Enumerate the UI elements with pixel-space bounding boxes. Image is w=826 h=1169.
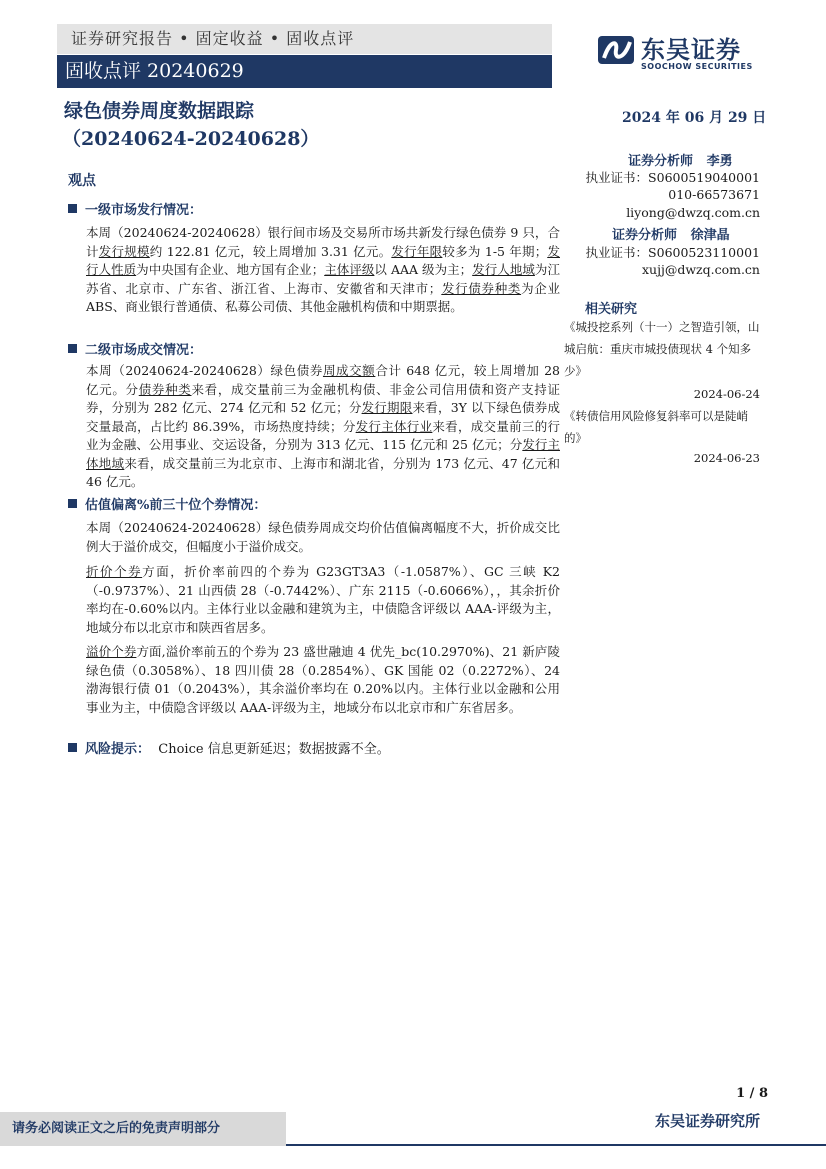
text: 本周（20240624-20240628）绿色债券 — [86, 363, 323, 378]
square-bullet-icon — [68, 204, 77, 213]
premium-bonds-paragraph — [86, 643, 560, 717]
analyst-2-name: 徐津晶 — [690, 228, 730, 243]
primary-market-paragraph — [86, 224, 560, 317]
secondary-market-paragraph — [86, 362, 560, 492]
analyst-1-phone: 010-66573671 — [668, 187, 760, 202]
text: 来看，成交量前三的行业为金融、公用事业、交运设备，分别为 313 亿元、115 亿元和 25 亿元；分 — [86, 418, 560, 452]
underlined-term: 债券种类 — [138, 381, 192, 397]
text: 本周（20240624-20240628）银行间市场及交易所市场共新发行绿色债券 9 只，合计 — [86, 225, 560, 259]
valuation-summary-paragraph: 本周（20240624-20240628）绿色债券周成交均价估值偏离幅度不大，折价成交比例大于溢价成交，但幅度小于溢价成交。 — [86, 520, 560, 554]
disclaimer-notice[interactable]: 请务必阅读正文之后的免责声明部分 — [12, 1121, 221, 1136]
text: 为企业 ABS、商业银行普通债、私募公司债、其他金融机构债和中期票据。 — [86, 280, 560, 314]
report-title: 绿色债券周度数据跟踪 — [64, 100, 255, 122]
footer-rule — [286, 1144, 826, 1146]
underlined-term: 发行人性质 — [86, 243, 560, 277]
section-primary-market-title: 一级市场发行情况： — [85, 203, 203, 218]
soochow-logo-icon — [596, 30, 636, 70]
analyst-2-email[interactable]: xujj@dwzq.com.cn — [641, 262, 760, 277]
text: 约 122.81 亿元，较上周增加 3.31 亿元。 — [149, 243, 392, 259]
related-item-1[interactable]: 《城投挖系列（十一）之智造引领，山城启航：重庆市城投债现状 4 个知多少》 — [564, 320, 760, 378]
viewpoint-label: 观点 — [68, 173, 96, 189]
risk-warning-text: Choice 信息更新延迟；数据披露不全。 — [158, 742, 390, 757]
analyst-2-cert: 执业证书：S0600523110001 — [585, 245, 760, 260]
discount-bonds-paragraph — [86, 563, 560, 637]
underlined-term: 溢价个券 — [86, 644, 137, 659]
square-bullet-icon — [68, 499, 77, 508]
section-valuation-deviation-title: 估值偏离%前三十位个券情况： — [85, 498, 267, 513]
research-institute-name: 东吴证券研究所 — [654, 1112, 760, 1130]
underlined-term: 发行主体地域 — [86, 437, 560, 471]
page-number: 1 / 8 — [736, 1086, 768, 1101]
text: 合计 648 亿元，较上周增加 28 亿元。分 — [86, 363, 560, 397]
square-bullet-icon — [68, 344, 77, 353]
text: 为江苏省、北京市、广东省、浙江省、上海市、安徽省和天津市； — [86, 262, 560, 296]
related-item-2[interactable]: 《转债信用风险修复斜率可以是陡峭的》 — [564, 409, 748, 445]
analyst-1-heading — [628, 150, 733, 169]
section-secondary-market-title: 二级市场成交情况： — [85, 343, 203, 358]
underlined-term: 发行期限 — [361, 400, 413, 415]
text: 较多为 1-5 年期； — [442, 243, 548, 259]
text: 方面,溢价率前五的个券为 23 盛世融迪 4 优先_bc(10.2970%)、21 新庐陵绿色债（0.3058%）、18 四川债 28（0.2854%）、GK 国能 02（0.2272%）、24 渤海银行债 01（0.2043%），其余溢价率均在 0.20%以内。主体行业以金融和公用事业为主，中债隐含评级以 AAA-评级为主，地域分布以北京市和广东省居多。 — [86, 644, 560, 715]
analyst-1-email[interactable]: liyong@dwzq.com.cn — [626, 205, 760, 220]
risk-warning-label: 风险提示： — [85, 742, 151, 757]
text: 方面，折价率前四的个券为 G23GT3A3（-1.0587%）、GC 三峡 K2（-0.9737%）、21 山西债 28（-0.7442%）、广东 2115（-0.6066%），，其余折价率均在-0.60%以内。主体行业以金融和建筑为主，中债隐含评级以 AAA-评级为主，地域分布以北京市和陕西省居多。 — [86, 564, 560, 635]
soochow-logo — [596, 30, 771, 78]
analyst-1-role: 证券分析师 — [628, 154, 694, 169]
section-primary-market-heading — [68, 199, 202, 218]
underlined-term: 折价个券 — [86, 564, 143, 579]
analyst-2-heading — [612, 224, 730, 243]
analyst-1-name: 李勇 — [706, 154, 733, 169]
underlined-term: 周成交额 — [322, 363, 376, 378]
underlined-term: 发行规模 — [98, 243, 150, 259]
section-secondary-market-heading — [68, 339, 202, 358]
report-title-period: （20240624-20240628） — [62, 128, 320, 150]
text: 来看，成交量前三为北京市、上海市和湖北省，分别为 173 亿元、47 亿元和 46 亿元。 — [86, 455, 560, 489]
analyst-1-cert: 执业证书：S0600519040001 — [585, 170, 760, 185]
logo-english-name: SOOCHOW SECURITIES — [641, 62, 753, 71]
square-bullet-icon — [68, 743, 77, 752]
related-item-1-date: 2024-06-24 — [693, 387, 760, 401]
report-category-breadcrumb: 证券研究报告 • 固定收益 • 固收点评 — [57, 24, 552, 54]
analyst-2-role: 证券分析师 — [612, 228, 678, 243]
related-item-2-date: 2024-06-23 — [693, 451, 760, 465]
related-research-heading: 相关研究 — [585, 302, 638, 317]
underlined-term: 发行年限 — [391, 243, 443, 259]
report-type-band: 固收点评 20240629 — [57, 55, 552, 88]
underlined-term: 发行人地域 — [472, 262, 535, 277]
underlined-term: 发行债券种类 — [441, 280, 522, 296]
text: 来看，成交量前三为金融机构债、非金公司信用债和资产支持证券，分别为 282 亿元、274 亿元和 52 亿元；分 — [86, 381, 560, 415]
text: 来看，3Y 以下绿色债券成交量最高，占比约 86.39%，市场热度持续；分 — [86, 400, 560, 434]
underlined-term: 发行主体行业 — [355, 418, 433, 434]
report-date: 2024 年 06 月 29 日 — [622, 110, 767, 126]
text: 为中央国有企业、地方国有企业； — [136, 262, 325, 277]
section-valuation-deviation-heading — [68, 494, 266, 513]
logo-chinese-name: 东吴证券 — [641, 36, 741, 64]
text: 以 AAA 级为主； — [374, 262, 473, 277]
risk-warning — [68, 738, 390, 757]
underlined-term: 主体评级 — [324, 262, 375, 277]
